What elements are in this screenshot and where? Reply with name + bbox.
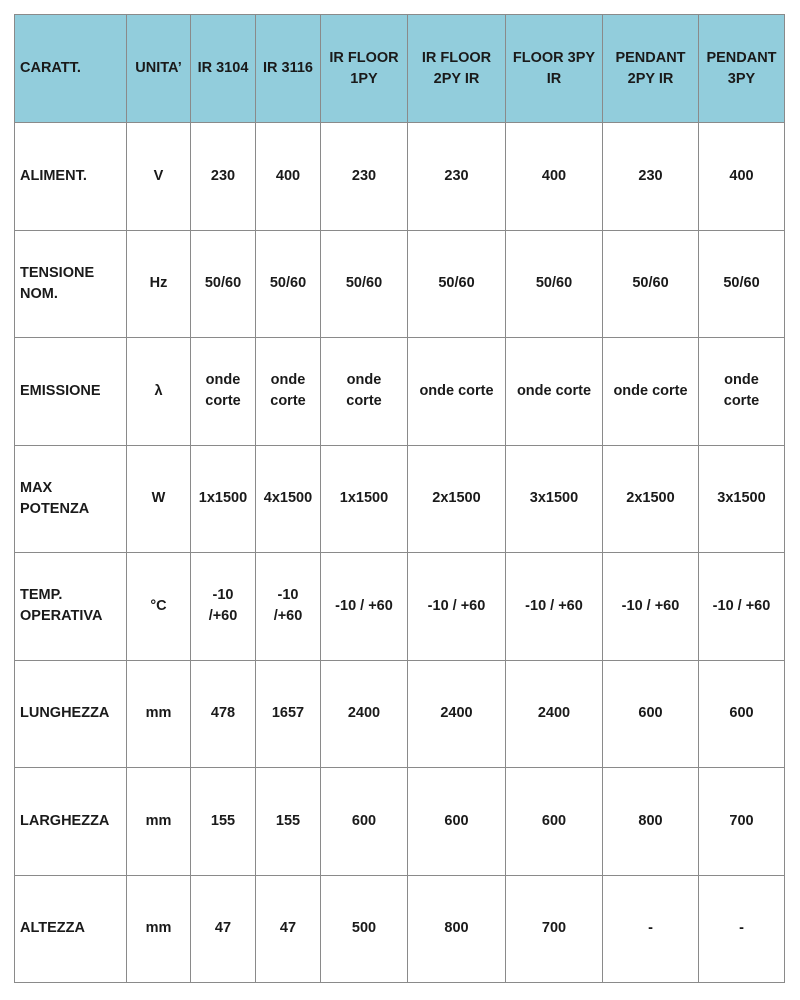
table-cell: 155 [191, 768, 256, 876]
table-cell: 600 [603, 660, 699, 768]
table-cell: 600 [408, 768, 506, 876]
table-cell: 2x1500 [603, 445, 699, 553]
table-cell: -10 / +60 [603, 553, 699, 661]
table-cell: 50/60 [506, 230, 603, 338]
table-cell: -10 / +60 [408, 553, 506, 661]
table-cell: 3x1500 [699, 445, 785, 553]
table-cell: 2x1500 [408, 445, 506, 553]
table-row [15, 123, 785, 231]
table-cell: -10 /+60 [191, 553, 256, 661]
table-row [15, 660, 785, 768]
table-cell: 4x1500 [256, 445, 321, 553]
unit-cell: mm [127, 660, 191, 768]
table-cell: 600 [321, 768, 408, 876]
table-cell: onde corte [506, 338, 603, 446]
row-label: TEMP. OPERATIVA [15, 553, 127, 661]
table-cell: 50/60 [191, 230, 256, 338]
table-cell: onde corte [603, 338, 699, 446]
table-cell: onde corte [699, 338, 785, 446]
table-cell: 1x1500 [191, 445, 256, 553]
unit-cell: W [127, 445, 191, 553]
header-cell-caratt: CARATT. [15, 15, 127, 123]
table-cell: 2400 [506, 660, 603, 768]
row-label: LUNGHEZZA [15, 660, 127, 768]
table-cell: 478 [191, 660, 256, 768]
header-cell-ir-floor-1py: IR FLOOR 1PY [321, 15, 408, 123]
table-cell: -10 /+60 [256, 553, 321, 661]
unit-cell: °C [127, 553, 191, 661]
table-cell: 600 [699, 660, 785, 768]
table-cell: 400 [699, 123, 785, 231]
table-cell: -10 / +60 [321, 553, 408, 661]
table-cell: 400 [506, 123, 603, 231]
table-row [15, 445, 785, 553]
unit-cell: Hz [127, 230, 191, 338]
table-cell: onde corte [256, 338, 321, 446]
table-cell: 50/60 [321, 230, 408, 338]
header-row [15, 15, 785, 123]
spec-table [14, 14, 785, 983]
row-label: TENSIONE NOM. [15, 230, 127, 338]
table-cell: 230 [321, 123, 408, 231]
header-cell-unita: UNITA’ [127, 15, 191, 123]
table-cell: 155 [256, 768, 321, 876]
table-cell: 1657 [256, 660, 321, 768]
table-cell: 600 [506, 768, 603, 876]
row-label: ALIMENT. [15, 123, 127, 231]
table-cell: 50/60 [603, 230, 699, 338]
table-row [15, 553, 785, 661]
table-cell: 700 [506, 875, 603, 983]
unit-cell: mm [127, 875, 191, 983]
table-cell: -10 / +60 [699, 553, 785, 661]
table-cell: 47 [256, 875, 321, 983]
table-cell: -10 / +60 [506, 553, 603, 661]
row-label: LARGHEZZA [15, 768, 127, 876]
header-cell-pendant-2py-ir: PENDANT 2PY IR [603, 15, 699, 123]
header-cell-pendant-3py: PENDANT 3PY [699, 15, 785, 123]
table-cell: 230 [191, 123, 256, 231]
table-cell: 500 [321, 875, 408, 983]
table-cell: 50/60 [256, 230, 321, 338]
table-cell: onde corte [321, 338, 408, 446]
header-cell-ir-floor-2py-ir: IR FLOOR 2PY IR [408, 15, 506, 123]
table-cell: - [603, 875, 699, 983]
row-label: MAX POTENZA [15, 445, 127, 553]
table-cell: 2400 [321, 660, 408, 768]
table-cell: onde corte [408, 338, 506, 446]
table-cell: 50/60 [699, 230, 785, 338]
table-cell: 800 [408, 875, 506, 983]
table-cell: 47 [191, 875, 256, 983]
table-cell: 230 [408, 123, 506, 231]
table-cell: 1x1500 [321, 445, 408, 553]
header-cell-ir-3116: IR 3116 [256, 15, 321, 123]
row-label: ALTEZZA [15, 875, 127, 983]
table-cell: 50/60 [408, 230, 506, 338]
header-cell-ir-3104: IR 3104 [191, 15, 256, 123]
row-label: EMISSIONE [15, 338, 127, 446]
table-row [15, 338, 785, 446]
table-cell: 700 [699, 768, 785, 876]
table-cell: 3x1500 [506, 445, 603, 553]
unit-cell: V [127, 123, 191, 231]
table-row [15, 875, 785, 983]
header-cell-floor-3py-ir: FLOOR 3PY IR [506, 15, 603, 123]
table-cell: 400 [256, 123, 321, 231]
table-cell: onde corte [191, 338, 256, 446]
table-row [15, 768, 785, 876]
table-cell: 800 [603, 768, 699, 876]
table-row [15, 230, 785, 338]
unit-cell: λ [127, 338, 191, 446]
table-cell: 2400 [408, 660, 506, 768]
table-cell: - [699, 875, 785, 983]
unit-cell: mm [127, 768, 191, 876]
table-cell: 230 [603, 123, 699, 231]
